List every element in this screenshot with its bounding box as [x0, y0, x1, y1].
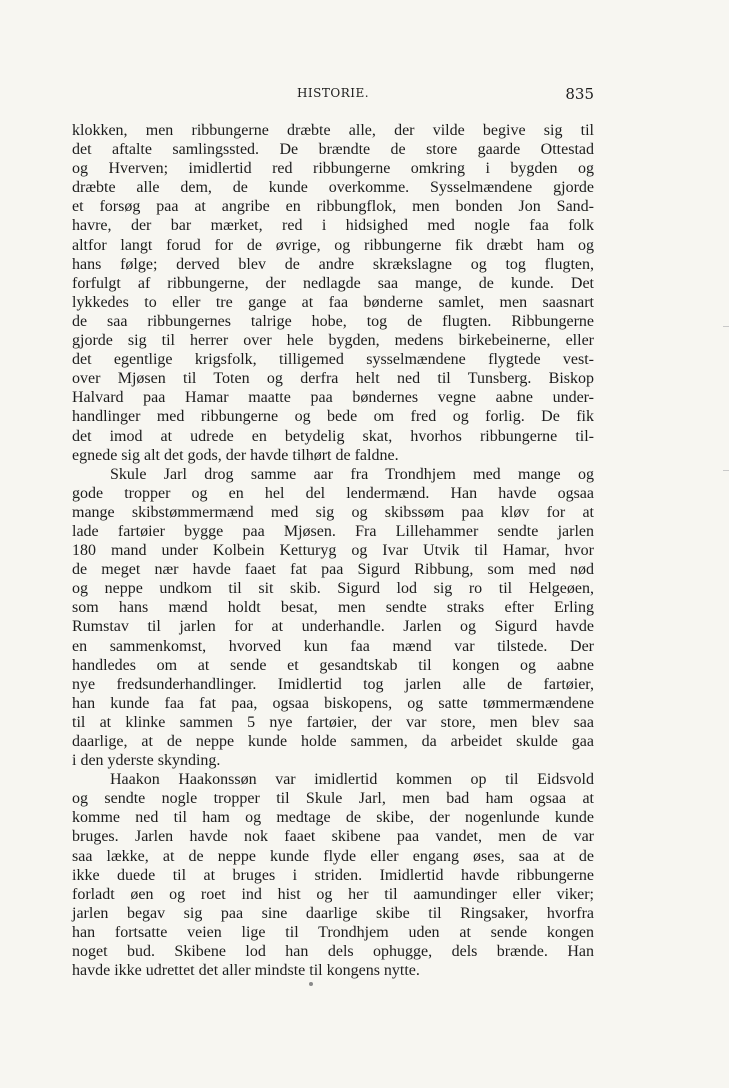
- text-line: gjorde sig til herrer over hele bygden, medens birkebeinerne, eller: [72, 332, 594, 350]
- text-line: Rumstav til jarlen for at underhandle. Jarlen og Sigurd havde: [72, 618, 594, 636]
- text-line: forfulgt af ribbungerne, der nedlagde saa mange, de kunde. Det: [72, 274, 594, 292]
- text-line: nye fredsunderhandlinger. Imidlertid tog jarlen alle de fartøier,: [72, 675, 594, 693]
- text-line: handlinger med ribbungerne og bede om fred og forlig. De fik: [72, 408, 594, 426]
- text-line: som hans mænd holdt besat, men sendte straks efter Erling: [72, 599, 594, 617]
- text-line: og neppe undkom til sit skib. Sigurd lod sig ro til Helgeøen,: [72, 580, 594, 598]
- text-line: det imod at udrede en betydelig skat, hvorhos ribbungerne til-: [72, 427, 594, 445]
- text-line: mange skibstømmermænd med sig og skibssøm paa kløv for at: [72, 503, 594, 521]
- text-line: handledes om at sende et gesandtskab til kongen og aabne: [72, 656, 594, 674]
- text-line: ikke duede til at bruges i striden. Imidlertid havde ribbungerne: [72, 866, 594, 884]
- text-line: 180 mand under Kolbein Ketturyg og Ivar Utvik til Hamar, hvor: [72, 542, 594, 560]
- text-line: saa lække, at de neppe kunde flyde eller engang øses, saa at de: [72, 847, 594, 865]
- running-title: HISTORIE.: [296, 86, 370, 100]
- text-line: han kunde faa fat paa, ogsaa biskopens, og satte tømmermændene: [72, 694, 594, 712]
- text-line: lykkedes to eller tre gange at faa bønderne samlet, men saasnart: [72, 293, 594, 311]
- text-line: en sammenkomst, hvorved kun faa mænd var tilstede. Der: [72, 637, 594, 655]
- text-line: han fortsatte veien lige til Trondhjem uden at sende kongen: [72, 923, 594, 941]
- text-line: gode tropper og en hel del lendermænd. Han havde ogsaa: [72, 484, 594, 502]
- paragraph: [72, 121, 594, 465]
- page-number: 835: [565, 85, 594, 103]
- text-line: Skule Jarl drog samme aar fra Trondhjem med mange og: [110, 465, 594, 483]
- text-line: forladt øen og roet ind hist og her til aamundinger eller viker;: [72, 885, 594, 903]
- text-line: daarlige, at de neppe kunde holde sammen, da arbeidet skulde gaa: [72, 733, 594, 750]
- text-line: lade fartøier bygge paa Mjøsen. Fra Lillehammer sendte jarlen: [72, 522, 594, 540]
- margin-mark: [723, 470, 729, 471]
- text-line: dræbte alle dem, de kunde overkomme. Sysselmændene gjorde: [72, 179, 594, 197]
- text-line: havre, der bar mærket, red i hidsighed med nogle faa folk: [72, 217, 594, 235]
- running-header: [72, 86, 594, 108]
- text-line: og Hverven; imidlertid red ribbungerne omkring i bygden og: [72, 160, 594, 178]
- text-line: bruges. Jarlen havde nok faaet skibene paa vandet, men de var: [72, 828, 594, 846]
- paragraph: [72, 465, 594, 771]
- margin-mark: [723, 326, 729, 327]
- paragraph: [72, 770, 594, 980]
- text-line: det egentlige krigsfolk, tilligemed sysselmændene flygtede vest-: [72, 351, 594, 369]
- text-line: og sendte nogle tropper til Skule Jarl, men bad ham ogsaa at: [72, 790, 594, 808]
- page-speck: [309, 982, 313, 986]
- text-line: i den yderste skynding.: [72, 752, 221, 770]
- text-line: komme ned til ham og medtage de skibe, der nogenlunde kunde: [72, 809, 594, 827]
- text-line: klokken, men ribbungerne dræbte alle, der vilde begive sig til: [72, 122, 594, 139]
- text-line: de saa ribbungernes talrige hobe, tog de flugten. Ribbungerne: [72, 312, 594, 330]
- text-line: et forsøg paa at angribe en ribbungflok, men bonden Jon Sand-: [72, 198, 594, 216]
- text-line: noget bud. Skibene lod han dels ophugge, dels brænde. Han: [72, 943, 594, 961]
- text-line: Haakon Haakonssøn var imidlertid kommen op til Eidsvold: [110, 771, 594, 789]
- text-line: egnede sig alt det gods, der havde tilhørt de faldne.: [72, 446, 399, 464]
- text-line: de meget nær havde faaet fat paa Sigurd Ribbung, som med nød: [72, 561, 594, 579]
- text-line: hans følge; derved blev de andre skrækslagne og tog flugten,: [72, 255, 594, 273]
- text-line: altfor langt forud for de øvrige, og ribbungerne fik dræbt ham og: [72, 236, 594, 254]
- text-line: til at klinke sammen 5 nye fartøier, der var store, men blev saa: [72, 713, 594, 731]
- text-line: over Mjøsen til Toten og derfra helt ned til Tunsberg. Biskop: [72, 370, 594, 388]
- text-line: havde ikke udrettet det aller mindste til kongens nytte.: [72, 962, 420, 980]
- body-text: [72, 121, 594, 980]
- text-line: det aftalte samlingssted. De brændte de store gaarde Ottestad: [72, 141, 594, 159]
- text-line: Halvard paa Hamar maatte paa bøndernes vegne aabne under-: [72, 389, 594, 407]
- text-line: jarlen begav sig paa sine daarlige skibe til Ringsaker, hvorfra: [72, 904, 594, 922]
